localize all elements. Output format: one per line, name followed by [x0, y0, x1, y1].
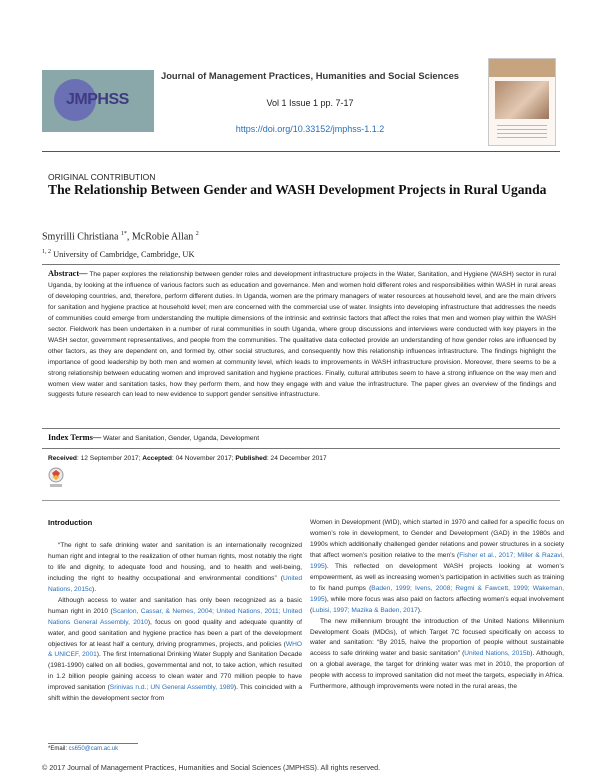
footnote-label: *Email:	[48, 746, 69, 752]
abstract	[48, 269, 556, 401]
abstract-text: The paper explores the relationship between gender roles and development infrastructure projects in the Water, Sanitation, and Hygiene (WASH) sector in rural Uganda, by looking at the influence of various factors such as education and governance. Men and women hold different roles and responsibilities within WASH in rural areas of developing countries, and, therefore, perform different duties. In Uganda, women are the primary managers of water resources at household level, and are the main drivers for sanitation and hygiene practice at household level; men are concerned with the commercial use of water. Insights into developing infrastructure that addresses the needs of communities could emerge from understanding the multiple dimensions of the intrinsic and extrinsic factors that affect the roles that men and women play within the WASH sector. Fieldwork has been undertaken in a number of rural communities in south Uganda, where group discussions and interviews were conducted with key players in the WASH sector, government representatives, and people from the communities. The qualitative data collected provide an understanding of how gender roles are influenced by other factors, as they are dependent on, and formed by, other social structures, and consequently how this relationship influences infrastructure. The findings highlight the importance of good leadership by both men and women at community level, which leads to improvements in WASH infrastructure provision. Moreover, there seems to be a strong relationship between educating women and improved sanitation and hygiene practices. Finally, cultural attributes seem to have a strong influence on the way men and women view water and sanitation tasks, how they perform them, and how they engage with and value the infrastructure. The paper gives an overview of the findings and suggests future research can lead to new evidence to support gender sensitive infrastructure.	[48, 271, 556, 399]
paragraph-text: ).	[92, 585, 97, 593]
citation-link[interactable]: Baden, 1999; Ivens, 2008; Regmi & Fawcett, 1999; Wakeman, 1995	[310, 584, 564, 603]
citation-link[interactable]: Fisher et al., 2017; Miller & Razavi, 1995	[310, 551, 564, 570]
article-dates	[48, 455, 327, 462]
cover-photo	[495, 81, 549, 119]
citation-link[interactable]: WHO & UNICEF, 2001	[48, 640, 302, 659]
citation-link[interactable]: Scanlon, Cassar, & Nemes, 2004; United Nations, 2011; United Nations General Assembly, 2010	[48, 607, 302, 626]
footnote-divider	[48, 743, 138, 744]
footnote	[48, 746, 118, 752]
author-name: McRobie Allan	[131, 231, 194, 243]
paragraph-text: “The right to safe drinking water and sanitation is an internationally recognized human right and integral to the realization of other human rights, most notably the right to life and dignity, to adequate food and housing, and to health and well-being, including the right to healthy occupational and environmental conditions” (	[48, 541, 302, 582]
divider	[42, 264, 560, 265]
journal-cover-image	[488, 58, 556, 146]
citation-link[interactable]: United Nations, 2015b	[464, 650, 531, 658]
paragraph-text: ). The first International Drinking Water Supply and Sanitation Decade (1981-1990) called on all bodies, governmental and not, to take action, which resulted in 1.2 billion people gaining access to clean water and 770 million people to have improved sanitation (	[48, 651, 302, 692]
citation-link[interactable]: Srinivas n.d.; UN General Assembly, 1989	[109, 684, 234, 692]
email-link[interactable]: cs650@cam.ac.uk	[68, 746, 119, 752]
paragraph	[310, 518, 564, 617]
affiliation	[42, 249, 195, 259]
paragraph-text: ). This coincided with a shift within the development sector from	[48, 684, 302, 703]
journal-logo	[42, 70, 154, 132]
index-terms-text: Water and Sanitation, Gender, Uganda, Development	[103, 435, 260, 442]
divider	[42, 448, 560, 449]
article-title: The Relationship Between Gender and WASH Development Projects in Rural Uganda	[48, 182, 547, 197]
volume-issue: Vol 1 Issue 1 pp. 7-17	[266, 98, 354, 108]
paragraph-text: Although access to water and sanitation has only been recognized as a basic human right in 2010 (	[48, 596, 302, 615]
paragraph-text: Women in Development (WID), which started in 1970 and called for a specific focus on women’s role in development, to Gender and Development (GAD) in the 1980s and 1990s which additionally challenged gender relations and power structures in a society that affect women’s position relative to the men’s (	[310, 519, 564, 559]
body-column-right	[310, 518, 564, 693]
affiliation-mark: 1, 2	[42, 249, 51, 255]
citation-link[interactable]: United Nations, 2015c	[48, 574, 302, 593]
divider	[42, 500, 560, 501]
body-column-left	[48, 518, 302, 705]
divider	[42, 428, 560, 429]
paragraph-text: ), focus on good quality and adequate quantity of water, and good sanitation and hygiene practice has been a part of the development objectives for at least half a century, driving programmes, projects, and policies (	[48, 618, 302, 648]
paragraph-text: ), while more focus was also paid on factors affecting women’s equal involvement (	[310, 595, 564, 614]
paragraph-text: ). Although, on a global average, the target for drinking water was met in 2010, the proportion of people with access to improved sanitation did not meet the targets, especially in Africa. Furthermore, although improvements were noted in the rural areas, the	[310, 650, 565, 691]
accepted-date: : 04 November 2017;	[171, 455, 234, 462]
received-date: : 12 September 2017;	[76, 455, 141, 462]
author-name: Smyrilli Christiana	[42, 231, 119, 243]
article-type: ORIGINAL CONTRIBUTION	[48, 172, 156, 182]
paragraph	[48, 596, 302, 706]
citation-link[interactable]: Lubisi, 1997; Mazika & Baden, 2017	[312, 606, 418, 614]
published-date: : 24 December 2017	[266, 455, 327, 462]
journal-title: Journal of Management Practices, Humanities and Social Sciences	[160, 70, 460, 81]
published-label: Published	[235, 455, 267, 462]
authors: Smyrilli Christiana $^{1*}$, McRobie Allan $^2$	[42, 231, 199, 243]
author-affiliation-mark: 1*	[120, 231, 127, 237]
paragraph	[310, 617, 564, 694]
received-label: Received	[48, 455, 77, 462]
section-heading: Introduction	[48, 518, 93, 527]
index-terms-label: Index Terms—	[48, 433, 102, 442]
accepted-label: Accepted	[142, 455, 172, 462]
paragraph-text: ).	[417, 606, 422, 614]
affiliation-text: University of Cambridge, Cambridge, UK	[53, 249, 195, 259]
paragraph-text: The new millennium brought the introduction of the United Nations Millennium Development Goals (MDGs), of which Target 7C focused specifically on access to water and sanitation: “By 2015, halve the proportion of people without sustainable access to safe drinking water and basic sanitation” (	[310, 617, 564, 658]
paragraph-text: ). This reflected on development WASH projects looking at women’s empowerment, as well as increasing women’s participation in activities such as training to fix hand pumps (	[310, 562, 564, 592]
copyright-footer: © 2017 Journal of Management Practices, Humanities and Social Sciences (JMPHSS). All rights reserved.	[42, 763, 381, 772]
author-affiliation-mark: 2	[195, 231, 199, 237]
crossmark-icon[interactable]	[48, 467, 64, 489]
paragraph	[48, 541, 302, 596]
cover-text-lines	[497, 125, 547, 139]
header-divider	[42, 151, 560, 152]
abstract-label: Abstract—	[48, 269, 88, 278]
doi-link[interactable]: https://doi.org/10.33152/jmphss-1.1.2	[235, 124, 385, 134]
index-terms	[48, 433, 259, 442]
logo-text: JMPHSS	[66, 91, 129, 108]
cover-band	[489, 59, 555, 77]
